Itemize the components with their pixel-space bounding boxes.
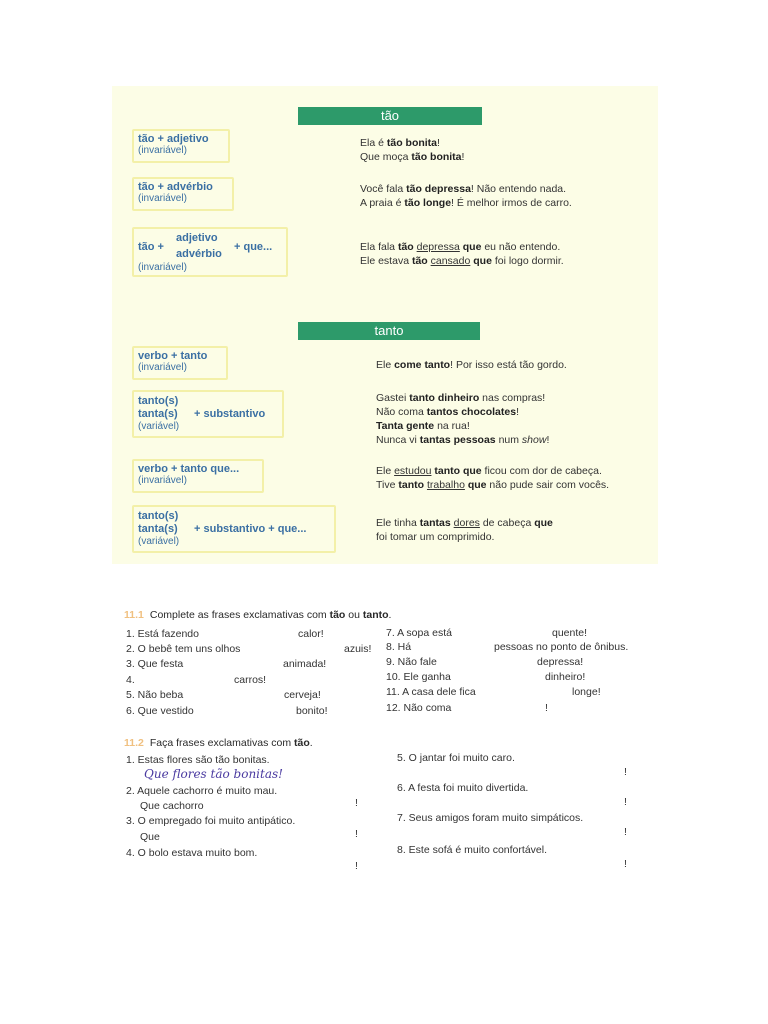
ex1-item-12-end: ! <box>545 702 548 714</box>
ex2-item-8-end: ! <box>624 858 627 870</box>
ex1-item-11-end: longe! <box>572 686 601 698</box>
ex2-item-1-answer: Que flores tão bonitas! <box>144 767 283 781</box>
example-line: Ela fala tão depressa que eu não entendo. <box>360 241 561 253</box>
ex2-item-7-end: ! <box>624 826 627 838</box>
tao-header: tão <box>298 107 482 125</box>
exercise-1-title: 11.1 Complete as frases exclamativas com tão ou tanto. <box>124 609 392 621</box>
example-line: Ele estava tão cansado que foi logo dormir. <box>360 255 564 267</box>
example-line: A praia é tão longe! É melhor irmos de carro. <box>360 197 572 209</box>
rule-tanto-substantivo: tanto(s) tanta(s) + substantivo (variável) <box>132 390 284 438</box>
rule-tanto-substantivo-que: tanto(s) tanta(s) + substantivo + que... (variável) <box>132 505 336 553</box>
examples-tanto-substantivo <box>376 391 549 447</box>
ex2-item-5-end: ! <box>624 766 627 778</box>
tanto-header: tanto <box>298 322 480 340</box>
rule-verbo-tanto-que: verbo + tanto que... (invariável) <box>132 459 264 493</box>
examples-verbo-tanto <box>376 358 567 372</box>
ex1-item-5: 5. Não beba <box>126 689 184 701</box>
ex1-item-7: 7. A sopa está <box>386 627 452 639</box>
example-line: Não coma tantos chocolates! <box>376 406 519 418</box>
example-line: Nunca vi tantas pessoas num show! <box>376 434 550 446</box>
example-line: foi tomar um comprimido. <box>376 531 495 543</box>
ex2-item-2: 2. Aquele cachorro é muito mau. <box>126 785 278 797</box>
example-line: Ele estudou tanto que ficou com dor de cabeça. <box>376 465 602 477</box>
ex2-item-7: 7. Seus amigos foram muito simpáticos. <box>397 812 584 824</box>
ex1-item-4: 4. <box>126 674 135 686</box>
ex1-item-10-end: dinheiro! <box>545 671 586 683</box>
ex2-item-8: 8. Este sofá é muito confortável. <box>397 844 547 856</box>
rule-tao-adjetivo: tão + adjetivo (invariável) <box>132 129 230 163</box>
ex1-item-11: 11. A casa dele fica <box>386 686 476 698</box>
ex1-item-3: 3. Que festa <box>126 658 184 670</box>
ex2-item-3-end: ! <box>355 828 358 840</box>
rule-tao-adverbio: tão + advérbio (invariável) <box>132 177 234 211</box>
example-line: Ele tinha tantas dores de cabeça que <box>376 517 553 529</box>
ex2-item-4-end: ! <box>355 860 358 872</box>
example-line: Que moça tão bonita! <box>360 151 465 163</box>
ex1-item-8: 8. Há <box>386 641 412 653</box>
ex1-item-6: 6. Que vestido <box>126 705 194 717</box>
ex1-item-9-end: depressa! <box>537 656 584 668</box>
examples-tao-adjetivo <box>360 136 464 164</box>
example-line: Gastei tanto dinheiro nas compras! <box>376 392 546 404</box>
exercise-2-title: 11.2 Faça frases exclamativas com tão. <box>124 737 313 749</box>
ex1-item-1: 1. Está fazendo <box>126 628 199 640</box>
examples-verbo-tanto-que <box>376 464 609 492</box>
ex1-item-3-end: animada! <box>283 658 327 670</box>
ex1-item-6-end: bonito! <box>296 705 328 717</box>
ex1-item-10: 10. Ele ganha <box>386 671 451 683</box>
ex2-item-1: 1. Estas flores são tão bonitas. <box>126 754 270 766</box>
ex2-item-5: 5. O jantar foi muito caro. <box>397 752 515 764</box>
example-line: Ele come tanto! Por isso está tão gordo. <box>376 359 567 371</box>
ex1-item-1-end: calor! <box>298 628 324 640</box>
ex2-item-6-end: ! <box>624 796 627 808</box>
ex1-item-7-end: quente! <box>552 627 588 639</box>
examples-tao-adverbio <box>360 182 572 210</box>
ex2-item-3-start: Que <box>140 831 160 843</box>
ex2-item-4: 4. O bolo estava muito bom. <box>126 847 258 859</box>
ex1-item-4-end: carros! <box>234 674 267 686</box>
example-line: Você fala tão depressa! Não entendo nada. <box>360 183 567 195</box>
ex1-item-2-end: azuis! <box>344 643 372 655</box>
ex2-item-2-start: Que cachorro <box>140 800 204 812</box>
example-line: Ela é tão bonita! <box>360 137 440 149</box>
ex1-item-12: 12. Não coma <box>386 702 452 714</box>
ex1-item-9: 9. Não fale <box>386 656 437 668</box>
ex2-item-2-end: ! <box>355 797 358 809</box>
examples-tao-que <box>360 240 564 268</box>
ex2-item-6: 6. A festa foi muito divertida. <box>397 782 529 794</box>
example-line: Tive tanto trabalho que não pude sair com vocês. <box>376 479 610 491</box>
ex1-item-8-end: pessoas no ponto de ônibus. <box>494 641 629 653</box>
rule-tao-que: tão + adjetivo advérbio + que... (invariável) <box>132 227 288 277</box>
ex2-item-3: 3. O empregado foi muito antipático. <box>126 815 296 827</box>
example-line: Tanta gente na rua! <box>376 420 470 432</box>
ex1-item-2: 2. O bebê tem uns olhos <box>126 643 241 655</box>
rule-verbo-tanto: verbo + tanto (invariável) <box>132 346 228 380</box>
examples-tanto-substantivo-que <box>376 516 553 544</box>
ex1-item-5-end: cerveja! <box>284 689 321 701</box>
